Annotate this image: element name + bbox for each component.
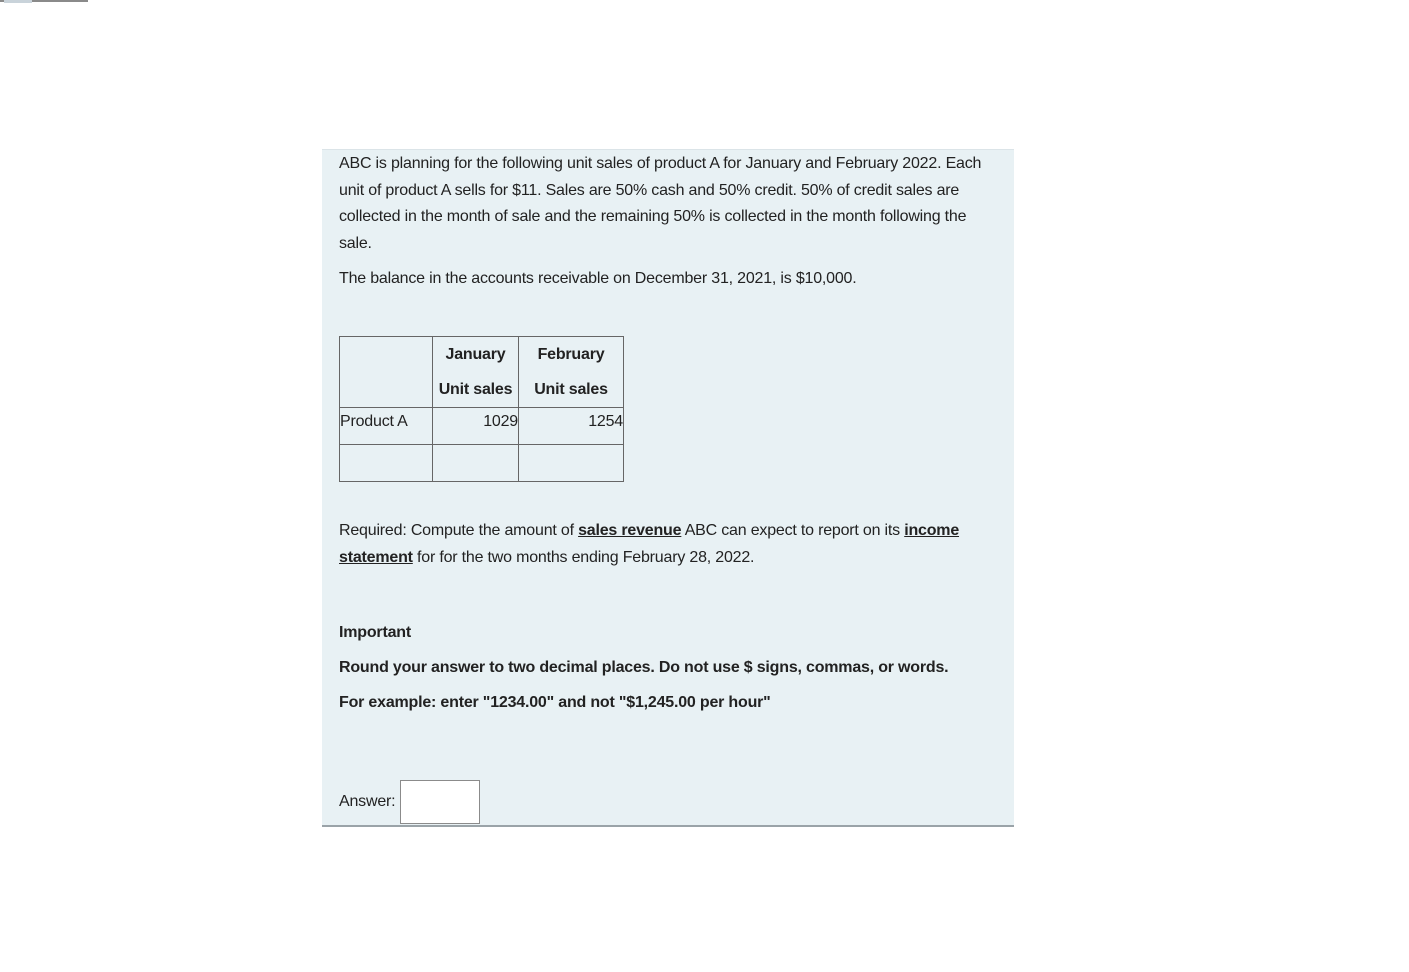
january-unit-sales-label: Unit sales [438,381,513,398]
answer-input[interactable] [400,780,480,824]
february-unit-sales-label: Unit sales [534,381,608,398]
important-title: Important [339,624,411,641]
required-instruction [339,518,989,571]
question-panel [322,149,1014,827]
answer-row [339,780,480,824]
table-header-blank [340,337,433,408]
product-a-label: Product A [340,408,433,445]
january-month-label: January [445,346,506,363]
table-empty-row [340,445,624,482]
february-header [519,337,624,408]
february-month-label: February [537,346,605,363]
empty-cell [340,445,433,482]
important-notice [339,615,999,720]
accounts-receivable-balance-text: The balance in the accounts receivable on December 31, 2021, is $10,000. [339,270,857,287]
unit-sales-table [339,336,624,482]
income-statement-term: income statement [339,522,960,566]
rounding-instruction: Round your answer to two decimal places. Do not use $ signs, commas, or words. [339,659,949,676]
top-tab-highlight [4,0,32,3]
required-text-part1: Required: Compute the amount of [339,522,579,539]
required-text-part3: for for the two months ending February 28, 2022. [412,548,755,566]
table-row [340,408,624,445]
answer-label: Answer: [339,793,396,810]
january-header [433,337,519,408]
required-text-part2: ABC can expect to report on its [681,522,905,539]
product-a-january-units: 1029 [433,408,519,445]
question-intro-text: ABC is planning for the following unit sales of product A for January and February 2022. Each unit of product A sells for $11. Sales are 50% cash and 50% credit. 50% of credit sales are collected in the month of sale and the remaining 50% is collected in the month following the sale. [339,155,982,252]
product-a-february-units: 1254 [519,408,624,445]
empty-cell [433,445,519,482]
sales-revenue-term: sales revenue [578,522,682,539]
table-header-row [340,337,624,408]
empty-cell [519,445,624,482]
example-instruction: For example: enter "1234.00" and not "$1,245.00 per hour" [339,694,771,711]
